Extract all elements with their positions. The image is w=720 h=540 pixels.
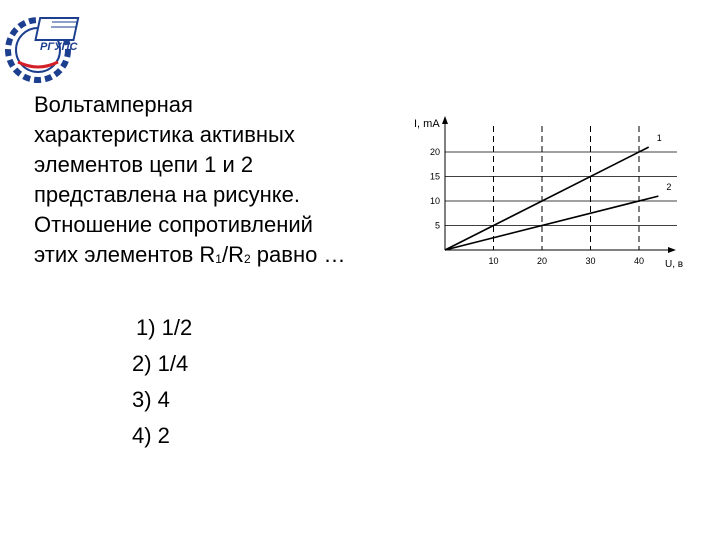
question-text-part: /R — [221, 242, 244, 267]
question-line: характеристика активных — [34, 122, 295, 147]
y-tick-label: 10 — [429, 196, 440, 206]
x-axis-arrow-icon — [668, 247, 676, 253]
question-line — [34, 240, 414, 273]
x-tick-label: 20 — [536, 256, 548, 266]
series-line-2 — [445, 196, 658, 250]
series-line-1 — [445, 147, 649, 250]
y-axis-arrow-icon — [442, 116, 448, 124]
answer-option-2[interactable]: 2) 1/4 — [132, 351, 189, 376]
y-tick-label: 15 — [429, 171, 440, 182]
chart-axes — [442, 116, 676, 253]
x-tick-label: 40 — [633, 256, 645, 266]
answer-option-1[interactable]: 1) 1/2 — [136, 315, 193, 340]
subscript-2: 2 — [243, 252, 251, 266]
chart-series — [445, 133, 671, 250]
y-tick-label: 20 — [429, 147, 440, 157]
subscript-1: 1 — [215, 252, 222, 266]
iv-characteristic-chart — [400, 110, 700, 280]
series-label-1: 1 — [656, 133, 662, 144]
answer-list — [132, 310, 192, 454]
x-tick-label: 30 — [585, 256, 596, 266]
question-text — [34, 90, 414, 273]
question-line: Отношение сопротивлений — [34, 212, 313, 237]
x-axis-label: U, в — [665, 259, 684, 270]
question-text-part: этих элементов R — [34, 242, 216, 267]
question-line: Вольтамперная — [34, 92, 193, 117]
answer-option-3[interactable]: 3) 4 — [132, 387, 170, 412]
y-axis-label: I, mA — [414, 118, 440, 130]
answer-option-4[interactable]: 4) 2 — [132, 423, 170, 448]
question-line: представлена на рисунке. — [34, 182, 300, 207]
x-tick-label: 10 — [488, 256, 499, 266]
logo-text: РГУПС — [40, 41, 78, 53]
y-tick-label: 5 — [434, 220, 440, 231]
university-logo — [0, 0, 95, 90]
series-label-2: 2 — [666, 182, 672, 193]
logo-book-icon — [35, 18, 78, 40]
chart-grid — [445, 126, 677, 250]
question-text-part: равно … — [250, 242, 346, 267]
question-line: элементов цепи 1 и 2 — [34, 152, 254, 177]
